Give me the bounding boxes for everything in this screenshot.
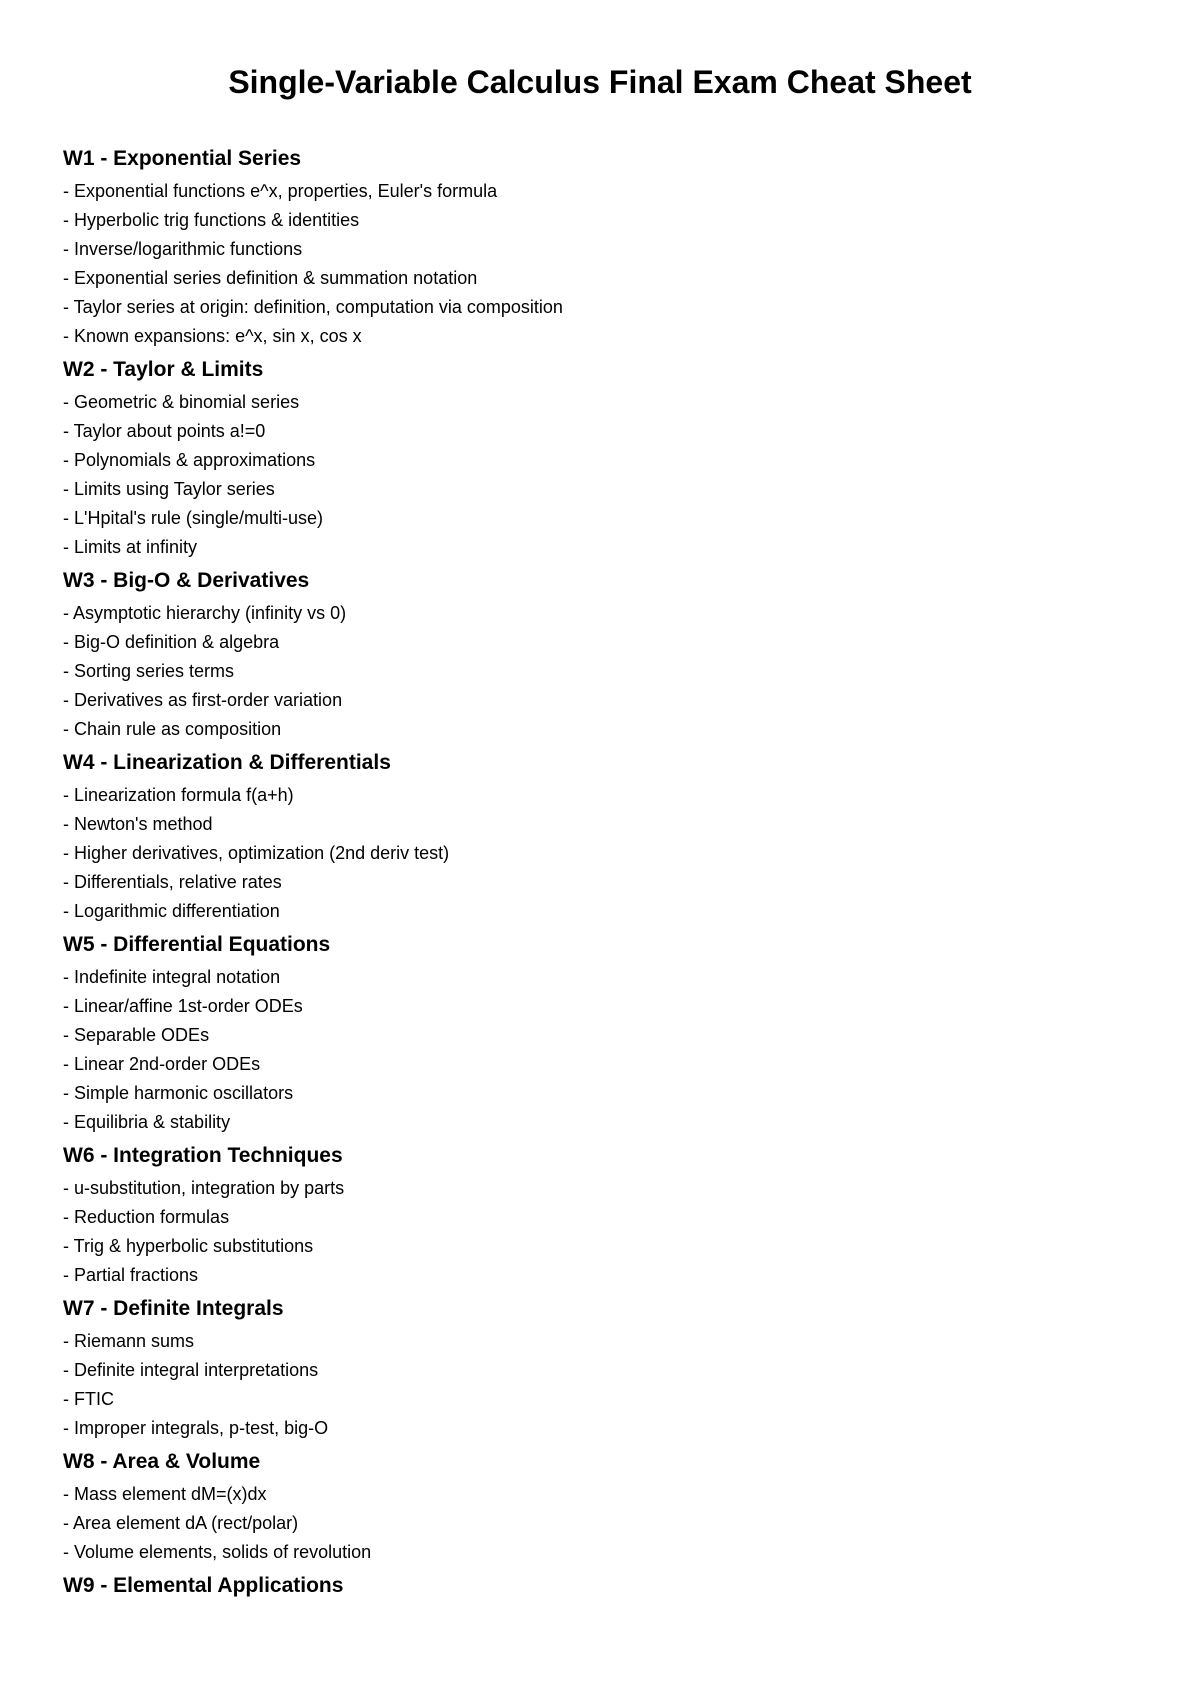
topic-section bbox=[63, 1142, 1143, 1290]
list-item: - Taylor series at origin: definition, computation via composition bbox=[63, 297, 563, 317]
list-item: - Exponential series definition & summation notation bbox=[63, 268, 478, 288]
list-item: - Differentials, relative rates bbox=[63, 872, 282, 892]
section-heading: W6 - Integration Techniques bbox=[63, 1144, 343, 1167]
list-item: - Partial fractions bbox=[63, 1265, 199, 1285]
topic-list bbox=[63, 963, 1143, 1137]
list-item: - u-substitution, integration by parts bbox=[63, 1178, 345, 1198]
list-item: - Asymptotic hierarchy (infinity vs 0) bbox=[63, 603, 347, 623]
list-item: - Reduction formulas bbox=[63, 1207, 230, 1227]
list-item: - Simple harmonic oscillators bbox=[63, 1083, 294, 1103]
list-item: - Big-O definition & algebra bbox=[63, 632, 280, 652]
section-heading: W1 - Exponential Series bbox=[63, 147, 302, 170]
section-heading: W8 - Area & Volume bbox=[63, 1450, 261, 1473]
list-item: - Equilibria & stability bbox=[63, 1112, 231, 1132]
list-item: - Derivatives as first-order variation bbox=[63, 690, 343, 710]
list-item: - Taylor about points a!=0 bbox=[63, 421, 266, 441]
list-item: - Linearization formula f(a+h) bbox=[63, 785, 294, 805]
topic-list bbox=[63, 388, 1143, 562]
list-item: - FTIC bbox=[63, 1389, 114, 1409]
list-item: - Inverse/logarithmic functions bbox=[63, 239, 303, 259]
list-item: - Riemann sums bbox=[63, 1331, 195, 1351]
list-item: - Exponential functions e^x, properties, Euler's formula bbox=[63, 181, 498, 201]
list-item: - Separable ODEs bbox=[63, 1025, 210, 1045]
list-item: - Area element dA (rect/polar) bbox=[63, 1513, 299, 1533]
list-item: - Limits using Taylor series bbox=[63, 479, 275, 499]
list-item: - Volume elements, solids of revolution bbox=[63, 1542, 372, 1562]
list-item: - Sorting series terms bbox=[63, 661, 235, 681]
section-heading: W4 - Linearization & Differentials bbox=[63, 751, 391, 774]
list-item: - Logarithmic differentiation bbox=[63, 901, 280, 921]
list-item: - Definite integral interpretations bbox=[63, 1360, 319, 1380]
topic-list bbox=[63, 1174, 1143, 1290]
topic-list bbox=[63, 1480, 1143, 1567]
list-item: - L'Hpital's rule (single/multi-use) bbox=[63, 508, 323, 528]
section-heading: W5 - Differential Equations bbox=[63, 933, 331, 956]
list-item: - Polynomials & approximations bbox=[63, 450, 316, 470]
list-item: - Trig & hyperbolic substitutions bbox=[63, 1236, 314, 1256]
page-title: Single-Variable Calculus Final Exam Cheat Sheet bbox=[228, 64, 972, 100]
list-item: - Mass element dM=(x)dx bbox=[63, 1484, 267, 1504]
list-item: - Newton's method bbox=[63, 814, 213, 834]
list-item: - Indefinite integral notation bbox=[63, 967, 281, 987]
list-item: - Chain rule as composition bbox=[63, 719, 282, 739]
list-item: - Improper integrals, p-test, big-O bbox=[63, 1418, 329, 1438]
topic-section bbox=[63, 1572, 1143, 1600]
cheat-sheet-body bbox=[63, 145, 1143, 1605]
list-item: - Hyperbolic trig functions & identities bbox=[63, 210, 360, 230]
list-item: - Geometric & binomial series bbox=[63, 392, 300, 412]
list-item: - Known expansions: e^x, sin x, cos x bbox=[63, 326, 362, 346]
section-heading: W2 - Taylor & Limits bbox=[63, 358, 264, 381]
topic-section bbox=[63, 1448, 1143, 1567]
section-heading: W3 - Big-O & Derivatives bbox=[63, 569, 310, 592]
topic-section bbox=[63, 145, 1143, 351]
topic-section bbox=[63, 567, 1143, 744]
list-item: - Linear/affine 1st-order ODEs bbox=[63, 996, 303, 1016]
list-item: - Higher derivatives, optimization (2nd deriv test) bbox=[63, 843, 450, 863]
topic-section bbox=[63, 1295, 1143, 1443]
topic-section bbox=[63, 931, 1143, 1137]
topic-list bbox=[63, 177, 1143, 351]
list-item: - Linear 2nd-order ODEs bbox=[63, 1054, 261, 1074]
section-heading: W9 - Elemental Applications bbox=[63, 1574, 344, 1597]
topic-section bbox=[63, 749, 1143, 926]
list-item: - Limits at infinity bbox=[63, 537, 198, 557]
topic-list bbox=[63, 599, 1143, 744]
topic-section bbox=[63, 356, 1143, 562]
section-heading: W7 - Definite Integrals bbox=[63, 1297, 284, 1320]
topic-list bbox=[63, 781, 1143, 926]
topic-list bbox=[63, 1327, 1143, 1443]
